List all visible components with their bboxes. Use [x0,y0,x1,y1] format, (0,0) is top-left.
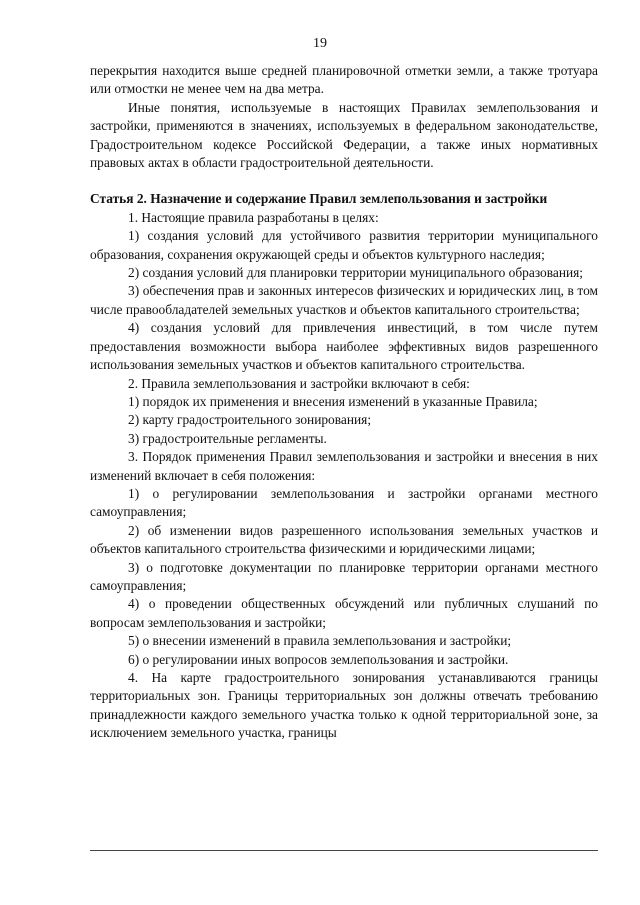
paragraph-definitions: Иные понятия, используемые в настоящих Правилах землепользования и застройки, применяются в значениях, используемых в федеральном законодательстве, Градостроительном кодексе Российской Федерации, а также иных нормативных правовых актах в области градостроительной деятельности. [90,99,598,171]
document-body [90,62,598,743]
article-paragraph: 4) создания условий для привлечения инвестиций, в том числе путем предоставления возможности выбора наиболее эффективных видов разрешенного использования земельных участков и объектов капитального строительства. [90,320,598,373]
article-paragraph: 1. Настоящие правила разработаны в целях: [128,209,379,225]
article-paragraph: 3) о подготовке документации по планировке территории органами местного самоуправления; [90,559,598,593]
article-heading: Статья 2. Назначение и содержание Правил землепользования и застройки [90,191,548,207]
article-paragraph: 3. Порядок применения Правил землепользования и застройки и внесения в них изменений включает в себя положения: [90,449,598,483]
article-paragraph: 2) карту градостроительного зонирования; [128,412,372,428]
article-paragraph: 5) о внесении изменений в правила землепользования и застройки; [128,633,512,649]
article-paragraph: 6) о регулировании иных вопросов землепользования и застройки. [128,651,509,667]
bottom-divider [90,850,598,851]
article-paragraph: 1) создания условий для устойчивого развития территории муниципального образования, сохранения окружающей среды и объектов культурного наследия; [90,228,598,262]
article-paragraph: 2) об изменении видов разрешенного использования земельных участков и объектов капитального строительства физическими и юридическими лицами; [90,522,598,557]
article-paragraph: 2. Правила землепользования и застройки включают в себя: [128,375,470,391]
article-paragraph: 4) о проведении общественных обсуждений или публичных слушаний по вопросам землепользования и застройки; [90,596,598,630]
article-paragraph: 1) о регулировании землепользования и застройки органами местного самоуправления; [90,485,598,520]
article-paragraph: 4. На карте градостроительного зонирования устанавливаются границы территориальных зон. Границы территориальных зон должны отвечать требованию принадлежности каждого земельного участка только к одной территориальной зоне, за исключением земельного участка, границы [90,670,598,741]
paragraph-continuation: перекрытия находится выше средней планировочной отметки земли, а также тротуара или отмостки не менее чем на два метра. [90,63,598,97]
article-paragraph: 3) градостроительные регламенты. [128,430,327,446]
article-paragraph: 3) обеспечения прав и законных интересов физических и юридических лиц, в том числе правообладателей земельных участков и объектов капитального строительства; [90,283,598,317]
article-paragraph: 2) создания условий для планировки территории муниципального образования; [128,265,584,281]
page-number: 19 [313,36,327,51]
article-paragraph: 1) порядок их применения и внесения изменений в указанные Правила; [128,393,538,409]
